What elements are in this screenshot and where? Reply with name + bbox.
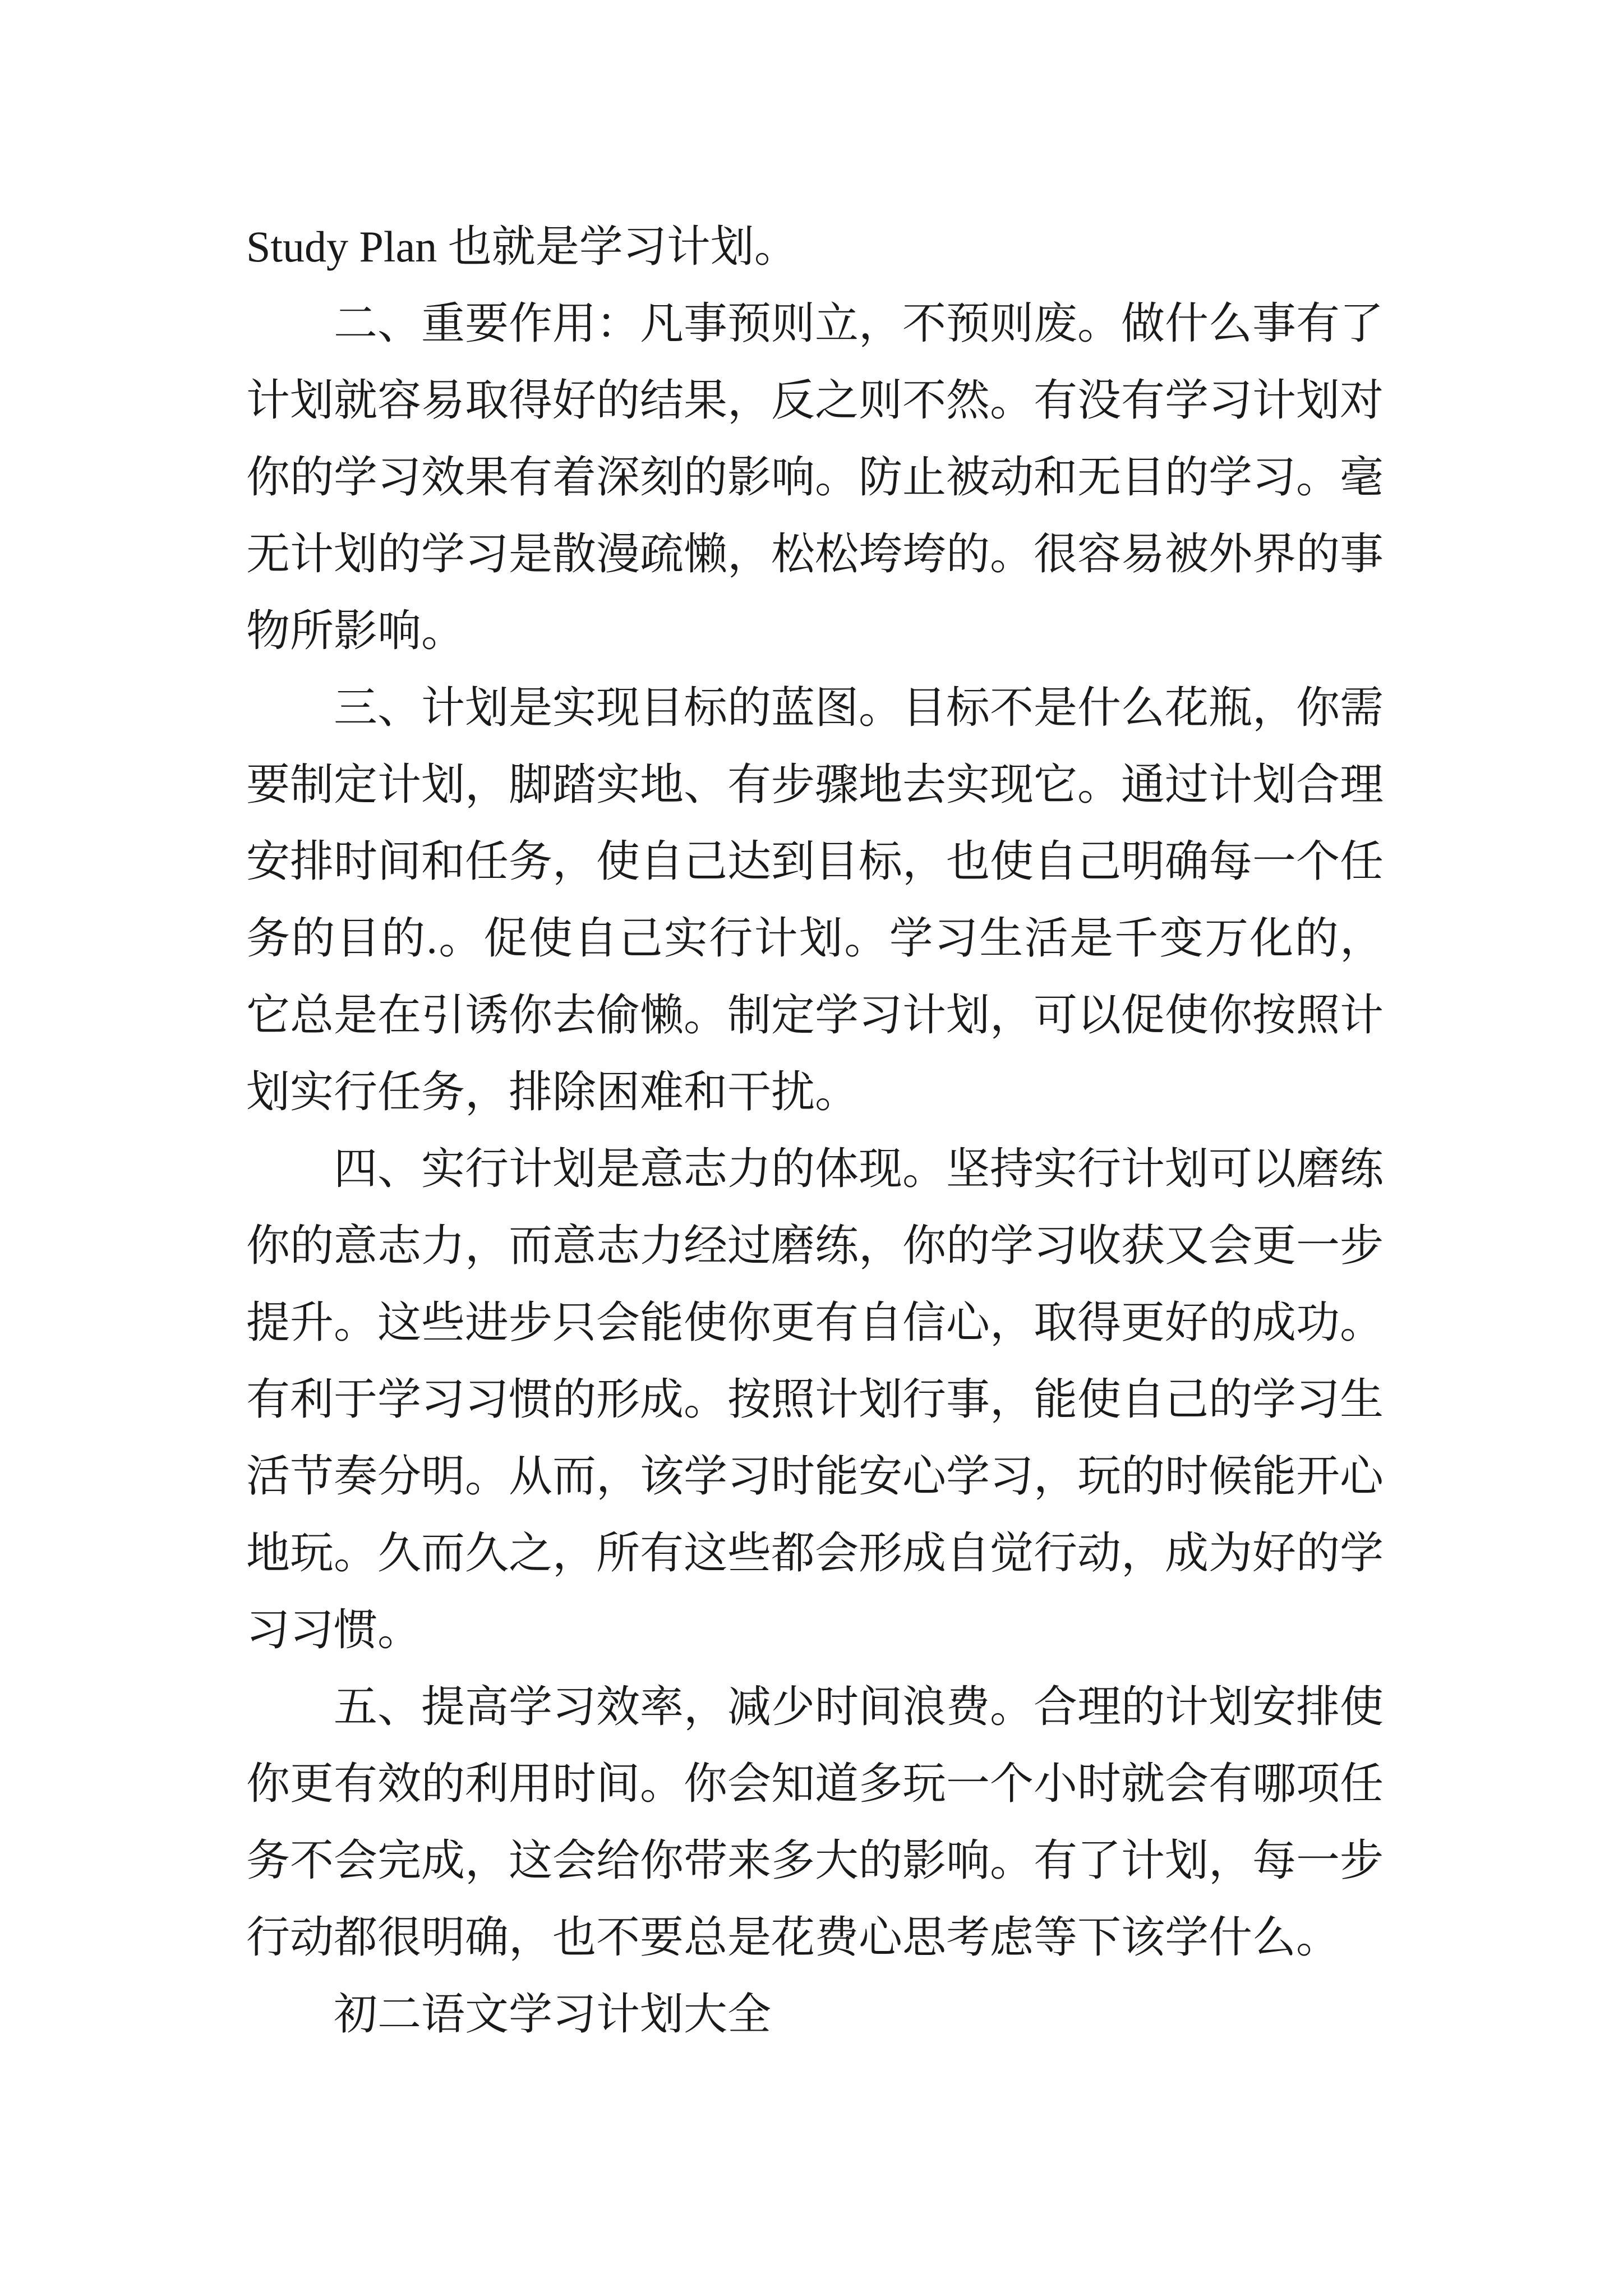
text-line: 务的目的.。促使自己实行计划。学习生活是千变万化的， (246, 914, 1384, 963)
text-line: 地玩。久而久之，所有这些都会形成自觉行动，成为好的学 (246, 1529, 1384, 1577)
text-line: 你的意志力，而意志力经过磨练，你的学习收获又会更一步 (246, 1221, 1384, 1270)
text-line: 行动都很明确，也不要总是花费心思考虑等下该学什么。 (246, 1913, 1340, 1962)
text-line: 安排时间和任务，使自己达到目标，也使自己明确每一个任 (246, 837, 1384, 886)
text-line: 计划就容易取得好的结果，反之则不然。有没有学习计划对 (246, 376, 1384, 425)
text-line: 提升。这些进步只会能使你更有自信心，取得更好的成功。 (246, 1298, 1384, 1347)
text-line: 有利于学习习惯的形成。按照计划行事，能使自己的学习生 (246, 1375, 1384, 1424)
text-line: 务不会完成，这会给你带来多大的影响。有了计划，每一步 (246, 1836, 1384, 1885)
text-line: 无计划的学习是散漫疏懒，松松垮垮的。很容易被外界的事 (246, 530, 1384, 578)
text-line: 你更有效的利用时间。你会知道多玩一个小时就会有哪项任 (246, 1759, 1384, 1808)
text-line: 习习惯。 (246, 1605, 422, 1654)
paragraph-first-line: 二、重要作用：凡事预则立，不预则废。做什么事有了 (334, 299, 1384, 348)
paragraph-efficiency (246, 1668, 1384, 1976)
text-line: 要制定计划，脚踏实地、有步骤地去实现它。通过计划合理 (246, 760, 1384, 809)
paragraph-blueprint (246, 669, 1384, 1130)
text-line: 它总是在引诱你去偷懒。制定学习计划，可以促使你按照计 (246, 991, 1384, 1039)
section-heading: 初二语文学习计划大全 (334, 1990, 772, 2039)
text-line: Study Plan 也就是学习计划。 (246, 222, 798, 271)
next-section-title (246, 1976, 1384, 2053)
body-text (246, 208, 1384, 2053)
text-line: 你的学习效果有着深刻的影响。防止被动和无目的学习。毫 (246, 453, 1384, 501)
paragraph-willpower (246, 1130, 1384, 1668)
paragraph-first-line: 四、实行计划是意志力的体现。坚持实行计划可以磨练 (334, 1144, 1384, 1193)
paragraph-first-line: 五、提高学习效率，减少时间浪费。合理的计划安排使 (334, 1682, 1384, 1731)
text-line: 划实行任务，排除困难和干扰。 (246, 1068, 859, 1116)
paragraph-importance (246, 285, 1384, 669)
paragraph-continuation (246, 208, 1384, 285)
text-line: 活节奏分明。从而，该学习时能安心学习，玩的时候能开心 (246, 1452, 1384, 1501)
paragraph-first-line: 三、计划是实现目标的蓝图。目标不是什么花瓶，你需 (334, 683, 1384, 732)
text-line: 物所影响。 (246, 606, 465, 655)
